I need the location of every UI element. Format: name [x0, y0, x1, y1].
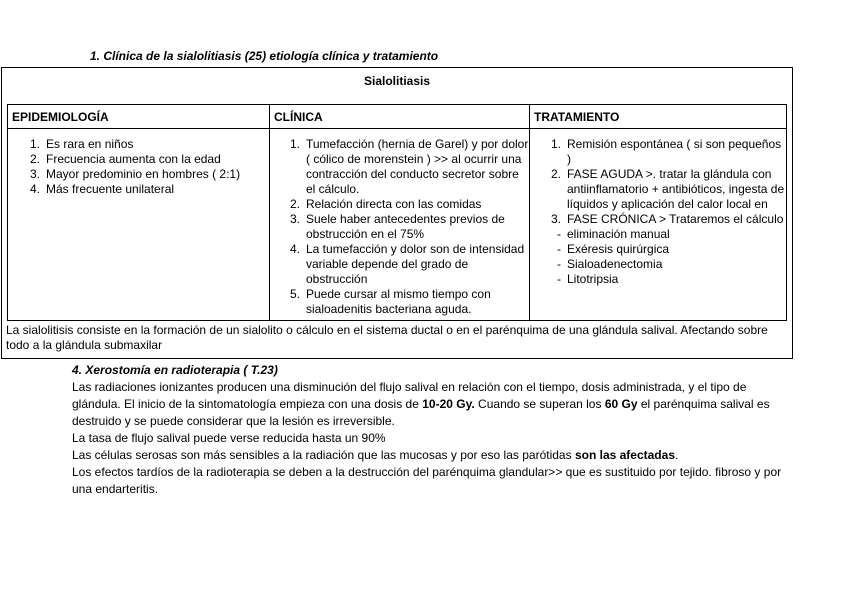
list-item-text: eliminación manual — [567, 227, 670, 241]
text: el parénquima salival es destruido y se puede considerar que la lesión es irreversible. — [72, 397, 770, 428]
column-header: CLÍNICA — [270, 105, 529, 129]
list-item — [530, 137, 786, 167]
sialolitiasis-table — [1, 67, 793, 359]
list-item — [8, 152, 269, 167]
list-item-text: Frecuencia aumenta con la edad — [46, 152, 221, 166]
list-marker: 2. — [289, 197, 300, 211]
list-marker: - — [557, 242, 561, 256]
list-item — [530, 227, 786, 242]
list-item — [530, 167, 786, 212]
list-item-text: FASE AGUDA >. tratar la glándula con antiinflamatorio + antibióticos, ingesta de líquidos y aplicación del calor local en — [567, 167, 785, 211]
list-item — [270, 242, 529, 287]
emphasis: 60 Gy — [604, 397, 638, 411]
list-marker: 2. — [550, 167, 561, 181]
list-marker: - — [557, 272, 561, 286]
list-item-text: FASE CRÓNICA > Trataremos el cálculo — [567, 212, 784, 226]
list-item-text: Exéresis quirúrgica — [567, 242, 670, 256]
table-title: Sialolitiasis — [363, 74, 431, 88]
list-item-text: Es rara en niños — [46, 137, 134, 151]
list-item-text: Puede cursar al mismo tiempo con sialoadenitis bacteriana aguda. — [306, 287, 491, 316]
list-item — [8, 137, 269, 152]
text: Cuando se superan los — [474, 397, 605, 411]
list-item — [530, 212, 786, 227]
text: Las células serosas son más sensibles a la radiación que las mucosas y por eso las parótidas — [72, 448, 575, 462]
list-item — [530, 257, 786, 272]
list-marker: - — [557, 227, 561, 241]
list-marker: 4. — [29, 182, 40, 196]
list-item — [8, 182, 269, 197]
column-clinica — [269, 105, 529, 320]
list-item — [270, 197, 529, 212]
column-header: EPIDEMIOLOGÍA — [8, 105, 269, 129]
list-marker: 3. — [29, 167, 40, 181]
list-item-text: La tumefacción y dolor son de intensidad variable depende del grado de obstrucción — [306, 242, 525, 286]
list-item-text: Mayor predominio en hombres ( 2:1) — [46, 167, 241, 181]
list-item-text: Relación directa con las comidas — [306, 197, 482, 211]
list-item-text: Suele haber antecedentes previos de obstrucción en el 75% — [306, 212, 505, 241]
list-marker: 3. — [550, 212, 561, 226]
table-footnote: La sialolitisis consiste en la formación de un sialolito o cálculo en el sistema ductal o en el parénquima de una glándula salival. Afectando sobre todo a la glándula submaxilar — [6, 323, 768, 352]
list-item — [270, 287, 529, 317]
list-marker: 1. — [289, 137, 300, 151]
section-2-heading: 4. Xerostomía en radioterapia ( T.23) — [72, 363, 278, 377]
list-item-text: Sialoadenectomia — [567, 257, 663, 271]
list-marker: - — [557, 257, 561, 271]
text: Las radiaciones ionizantes producen una disminución del flujo salival en relación con el tiempo, dosis administrada, y el tipo de glándula. El inicio de la sintomatología empieza con una dosis de — [72, 380, 747, 411]
column-tratamiento — [529, 105, 786, 320]
paragraph-1 — [72, 379, 782, 430]
list-marker: 4. — [289, 242, 300, 256]
column-header: TRATAMIENTO — [530, 105, 786, 129]
list-marker: 5. — [289, 287, 300, 301]
emphasis: 10-20 Gy. — [422, 397, 475, 411]
list-item — [270, 212, 529, 242]
column-list — [270, 129, 529, 317]
paragraph-4: Los efectos tardíos de la radioterapia se deben a la destrucción del parénquima glandular>> que es sustituido por tejido. fibroso y por una endarteritis. — [72, 465, 782, 496]
section-1-heading: 1. Clínica de la sialolitiasis (25) etiología clínica y tratamiento — [90, 49, 439, 63]
section-xerostomia — [72, 362, 782, 498]
list-item — [8, 167, 269, 182]
list-item-text: Tumefacción (hernia de Garel) y por dolor ( cólico de morenstein ) >> al ocurrir una contracción del conducto secretor sobre el cálculo. — [306, 137, 529, 196]
list-item — [530, 242, 786, 257]
list-marker: 1. — [550, 137, 561, 151]
paragraph-3 — [72, 447, 782, 464]
paragraph-2: La tasa de flujo salival puede verse reducida hasta un 90% — [72, 431, 386, 445]
list-item-text: Litotripsia — [567, 272, 619, 286]
list-item — [530, 272, 786, 287]
list-marker: 3. — [289, 212, 300, 226]
column-epidemiologia — [8, 105, 269, 320]
list-marker: 1. — [29, 137, 40, 151]
emphasis: son las afectadas — [574, 448, 675, 462]
table-columns — [7, 104, 787, 321]
text: . — [675, 448, 679, 462]
list-marker: 2. — [29, 152, 40, 166]
list-item-text: Remisión espontánea ( si son pequeños ) — [567, 137, 782, 166]
list-item — [270, 137, 529, 197]
list-item-text: Más frecuente unilateral — [46, 182, 175, 196]
column-list — [530, 129, 786, 287]
column-list — [8, 129, 269, 197]
